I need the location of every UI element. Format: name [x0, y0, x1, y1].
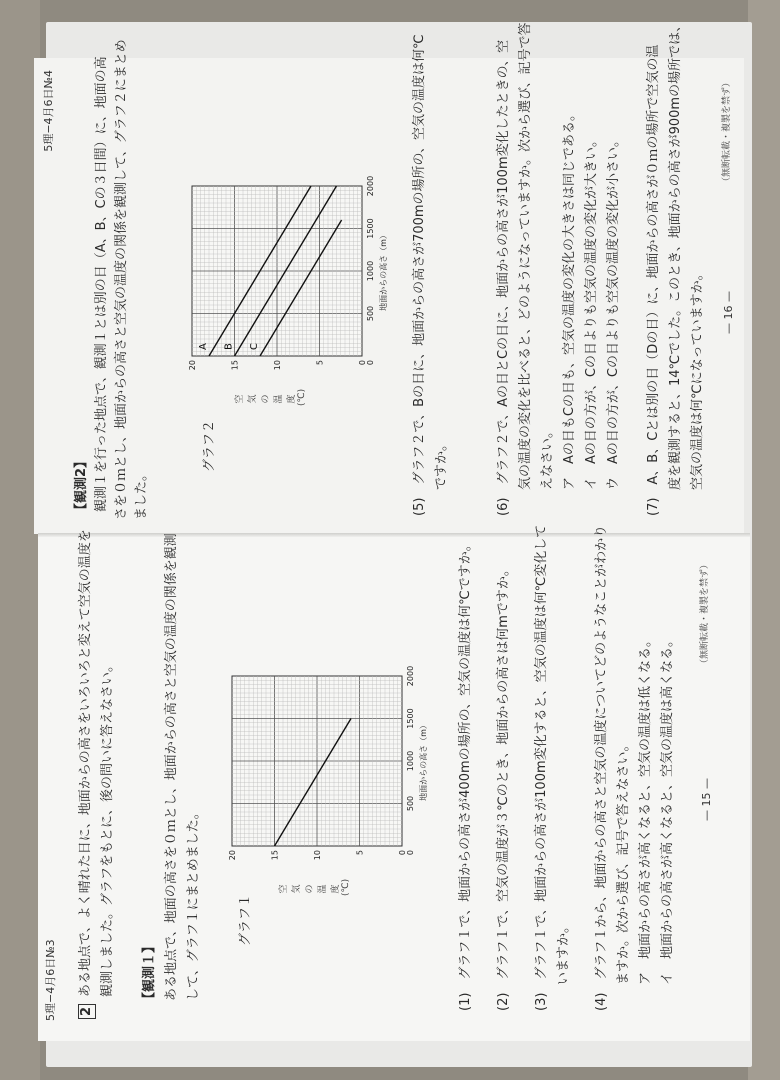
q7-line-3: 空気の温度は何℃になっていますか。 — [690, 267, 705, 490]
x-tick-label: 2000 — [366, 176, 375, 197]
intro-line-2: さを０ｍとし、地面からの高さと空気の温度の関係を観測して、グラフ２にまとめ — [114, 39, 129, 520]
ylabel-char: 温 — [318, 884, 328, 894]
ylabel-char: (℃) — [341, 878, 351, 896]
obs-line-2: して、グラフ１にまとめました。 — [186, 806, 201, 1001]
q6-choice-i: イ Aの日の方が、Cの日よりも空気の温度の変化が大きい。 — [584, 134, 599, 490]
q6-line-3: えなさい。 — [540, 424, 555, 490]
ylabel-char: の — [305, 884, 315, 894]
q7-line-2: 度を観測すると、14℃でした。このとき、地面からの高さが900mの場所では、 — [668, 18, 683, 490]
series-label-C: C — [249, 343, 260, 350]
q6-line-1: (6) グラフ２で、Aの日とCの日に、地面からの高さが100m変化したときの、空 — [496, 39, 511, 516]
q4-choice-a: ア 地面からの高さが高くなると、空気の温度は低くなる。 — [638, 633, 653, 985]
y-tick-label: 0 — [398, 850, 407, 856]
ylabel-char: 気 — [292, 884, 302, 894]
obs-line-1: ある地点で、地面の高さを０ｍとし、地面からの高さと空気の温度の関係を観測 — [164, 533, 179, 1001]
x-tick-label: 500 — [406, 795, 415, 812]
ylabel-char: 度 — [331, 884, 341, 894]
y-tick-label: 20 — [228, 850, 237, 861]
graph1-caption: グラフ１ — [238, 893, 253, 946]
ylabel-char: (℃) — [297, 388, 307, 406]
graph1-ylabel — [276, 878, 351, 896]
x-axis-label: 地面からの高さ（m） — [419, 721, 428, 801]
q4-line-1: (4) グラフ１から、地面からの高さと空気の温度についてどのようなことがわかり — [594, 524, 609, 1011]
ylabel-char: 気 — [248, 394, 258, 404]
q5-line-2: ですか。 — [434, 437, 449, 490]
page-header: 5理−4月6日№4 — [42, 70, 55, 152]
intro-line-1: 観測１を行った地点で、観測１とは別の日（A、B、Cの３日間）に、地面の高 — [94, 56, 109, 512]
q4-line-2: ますか。次から選び、記号で答えなさい。 — [616, 738, 631, 985]
x-axis-label: 地面からの高さ（m） — [379, 231, 388, 311]
question-number: 2 — [78, 1004, 96, 1019]
x-tick-label: 1000 — [366, 260, 375, 282]
intro-line-3: ました。 — [134, 467, 149, 520]
y-tick-label: 5 — [355, 850, 365, 856]
ylabel-char: の — [261, 394, 271, 404]
origin-label: 0 — [406, 850, 415, 856]
graph2-ylabel — [232, 388, 307, 406]
page-number: — 16 — — [722, 291, 735, 334]
q5-line-1: (5) グラフ２で、Bの日に、地面からの高さが700mの場所の、空気の温度は何℃ — [412, 34, 427, 516]
page-15-content — [38, 524, 750, 1041]
intro-line-1: ある地点で、よく晴れた日に、地面からの高さをいろいろと変えて空気の温度を — [78, 529, 93, 997]
y-tick-label: 0 — [358, 360, 367, 366]
q6-choice-a: ア Aの日もCの日も、空気の温度の変化の大きさは同じである。 — [562, 108, 577, 490]
q6-choice-u: ウ Aの日の方が、Cの日よりも空気の温度の変化が小さい。 — [606, 134, 621, 490]
section-title: 【観測１】 — [142, 939, 157, 1005]
page-16-content — [34, 18, 744, 534]
x-tick-label: 1500 — [366, 218, 375, 239]
q6-line-2: 気の温度の変化を比べると、どのようになっていますか。次から選び、記号で答 — [518, 22, 533, 490]
table-surface-right — [748, 0, 780, 1080]
ylabel-char: 空 — [235, 394, 245, 404]
graph2-chart — [182, 176, 397, 386]
section-title: 【観測2】 — [74, 454, 89, 516]
origin-label: 0 — [366, 360, 375, 366]
x-tick-label: 1000 — [406, 750, 415, 772]
q3-line-1: (3) グラフ１で、地面からの高さが100m変化すると、空気の温度は何℃変化して — [534, 524, 549, 1011]
x-tick-label: 2000 — [406, 666, 415, 687]
page-header: 5理−4月6日№3 — [44, 939, 57, 1021]
q3-line-2: いますか。 — [556, 919, 571, 985]
copyright-note: （無断転載・複製を禁ず） — [700, 560, 710, 669]
y-tick-label: 10 — [313, 850, 322, 861]
ylabel-char: 度 — [287, 394, 297, 404]
ylabel-char: 温 — [274, 394, 284, 404]
q7-line-1: (7) A、B、Cとは別の日（Dの日）に、地面からの高さが０ｍの場所で空気の温 — [646, 44, 661, 516]
y-tick-label: 5 — [315, 360, 325, 366]
intro-line-2: 観測しました。グラフをもとに、後の問いに答えなさい。 — [100, 658, 115, 997]
x-tick-label: 500 — [366, 305, 375, 322]
copyright-note: （無断転載・複製を禁ず） — [722, 78, 732, 187]
q2: (2) グラフ１で、空気の温度が３℃のとき、地面からの高さは何mですか。 — [496, 563, 511, 1011]
y-tick-label: 15 — [270, 850, 280, 861]
q4-choice-i: イ 地面からの高さが高くなると、空気の温度は高くなる。 — [660, 633, 675, 985]
x-tick-label: 1500 — [406, 708, 415, 729]
graph2-caption: グラフ２ — [202, 419, 217, 472]
y-tick-label: 10 — [273, 360, 282, 371]
series-label-A: A — [198, 343, 209, 350]
y-tick-label: 15 — [230, 360, 240, 371]
ylabel-char: 空 — [279, 884, 289, 894]
page-number: — 15 — — [700, 778, 713, 821]
y-tick-label: 20 — [188, 360, 197, 371]
graph1-chart — [222, 666, 437, 876]
series-label-B: B — [223, 343, 235, 350]
q1: (1) グラフ１で、地面からの高さが400mの場所の、空気の温度は何℃ですか。 — [458, 538, 473, 1011]
